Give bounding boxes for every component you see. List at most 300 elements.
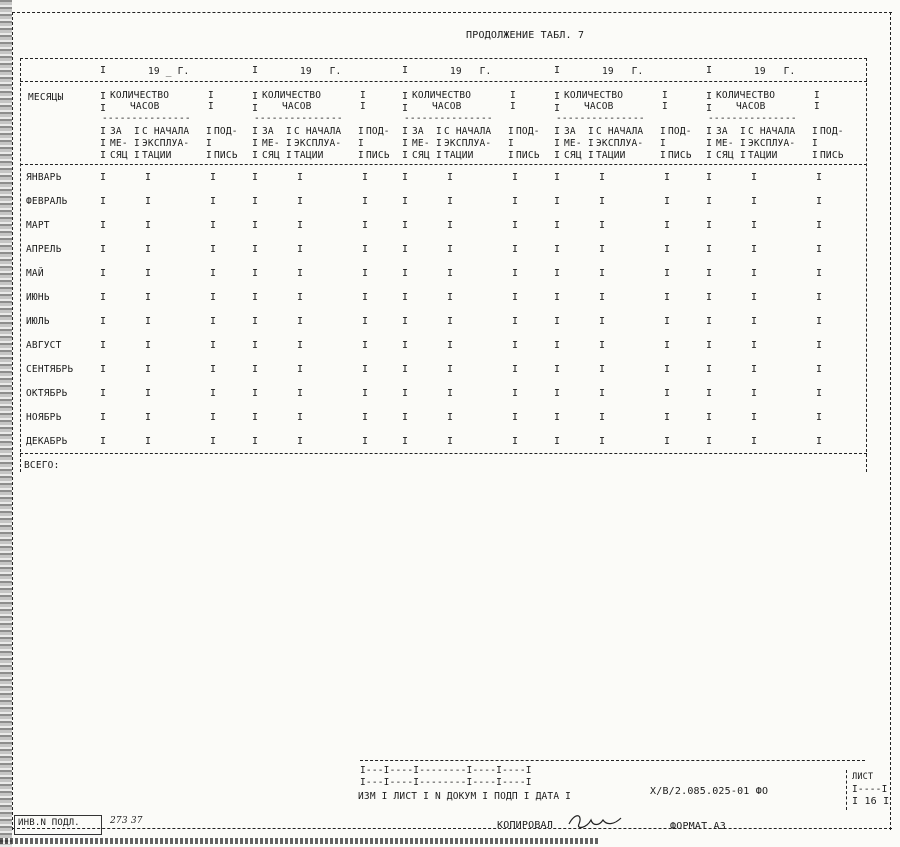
cell-separator: I	[664, 244, 671, 255]
cell-separator: I	[751, 364, 758, 375]
cell-separator: I	[512, 388, 519, 399]
month-label: ФЕВРАЛЬ	[26, 196, 68, 207]
scan-bottom-edge	[0, 838, 600, 844]
cell-separator: I	[512, 436, 519, 447]
cell-separator: I	[554, 412, 561, 423]
copied-label: КОПИРОВАЛ	[497, 820, 553, 831]
page-title: ПРОДОЛЖЕНИЕ ТАБЛ. 7	[466, 30, 585, 41]
sheet-number: I 16 I	[852, 796, 890, 807]
header-bottom-rule	[20, 164, 867, 165]
cell-separator: I	[512, 316, 519, 327]
cell-separator: I	[664, 436, 671, 447]
column-separator: I	[134, 150, 140, 161]
column-separator: I	[510, 101, 516, 112]
cell-separator: I	[402, 340, 409, 351]
subheader-col3: ПИСЬ	[214, 150, 238, 161]
subheader-col3: ПИСЬ	[366, 150, 390, 161]
cell-separator: I	[447, 196, 454, 207]
cell-separator: I	[252, 220, 259, 231]
cell-separator: I	[599, 244, 606, 255]
cell-separator: I	[252, 412, 259, 423]
hours-header: КОЛИЧЕСТВО	[716, 90, 776, 101]
subheader-col2: ТАЦИИ	[142, 150, 172, 161]
cell-separator: I	[297, 388, 304, 399]
column-separator: I	[360, 90, 366, 101]
column-separator: I	[508, 126, 514, 137]
cell-separator: I	[599, 268, 606, 279]
subheader-col3: ПИСЬ	[668, 150, 692, 161]
cell-separator: I	[816, 244, 823, 255]
cell-separator: I	[252, 316, 259, 327]
sheet-label: ЛИСТ	[852, 772, 874, 782]
column-separator: I	[286, 126, 292, 137]
subheader-col2: ТАЦИИ	[444, 150, 474, 161]
cell-separator: I	[297, 340, 304, 351]
column-separator: I	[436, 150, 442, 161]
cell-separator: I	[512, 268, 519, 279]
cell-separator: I	[402, 364, 409, 375]
stamp-grid-row: I---I----I--------I----I----I	[360, 765, 532, 776]
subheader-col1: ЗА	[716, 126, 728, 137]
cell-separator: I	[402, 268, 409, 279]
cell-separator: I	[816, 220, 823, 231]
cell-separator: I	[751, 388, 758, 399]
month-label: АВГУСТ	[26, 340, 62, 351]
cell-separator: I	[252, 244, 259, 255]
cell-separator: I	[706, 244, 713, 255]
subheader-col2: ТАЦИИ	[748, 150, 778, 161]
column-separator: I	[554, 91, 561, 102]
cell-separator: I	[664, 364, 671, 375]
column-separator: I	[812, 126, 818, 137]
subheader-col3: ПОД-	[214, 126, 238, 137]
subheader-rule: ---------------	[404, 113, 493, 124]
cell-separator: I	[706, 196, 713, 207]
cell-separator: I	[100, 340, 107, 351]
column-separator: I	[706, 65, 713, 76]
subheader-col2: С НАЧАЛА	[596, 126, 644, 137]
column-separator: I	[812, 138, 818, 149]
cell-separator: I	[751, 292, 758, 303]
stamp-top-rule	[360, 760, 865, 761]
cell-separator: I	[512, 364, 519, 375]
column-separator: I	[206, 150, 212, 161]
cell-separator: I	[402, 220, 409, 231]
cell-separator: I	[751, 412, 758, 423]
cell-separator: I	[447, 220, 454, 231]
cell-separator: I	[145, 172, 152, 183]
column-separator: I	[588, 138, 594, 149]
cell-separator: I	[297, 220, 304, 231]
column-separator: I	[402, 103, 409, 114]
year-row-rule	[20, 81, 867, 82]
cell-separator: I	[751, 172, 758, 183]
cell-separator: I	[297, 268, 304, 279]
cell-separator: I	[362, 244, 369, 255]
cell-separator: I	[210, 316, 217, 327]
cell-separator: I	[599, 364, 606, 375]
cell-separator: I	[252, 436, 259, 447]
cell-separator: I	[297, 196, 304, 207]
cell-separator: I	[297, 172, 304, 183]
column-separator: I	[134, 138, 140, 149]
column-separator: I	[402, 138, 409, 149]
column-separator: I	[206, 126, 212, 137]
subheader-rule: ---------------	[556, 113, 645, 124]
cell-separator: I	[362, 388, 369, 399]
cell-separator: I	[210, 364, 217, 375]
cell-separator: I	[447, 412, 454, 423]
column-separator: I	[206, 138, 212, 149]
cell-separator: I	[664, 220, 671, 231]
cell-separator: I	[100, 412, 107, 423]
cell-separator: I	[100, 388, 107, 399]
month-label: МАРТ	[26, 220, 50, 231]
cell-separator: I	[145, 316, 152, 327]
cell-separator: I	[554, 388, 561, 399]
cell-separator: I	[402, 388, 409, 399]
subheader-col2: ЭКСПЛУА-	[142, 138, 190, 149]
column-separator: I	[358, 126, 364, 137]
cell-separator: I	[145, 436, 152, 447]
cell-separator: I	[100, 196, 107, 207]
column-separator: I	[360, 101, 366, 112]
cell-separator: I	[447, 268, 454, 279]
cell-separator: I	[512, 220, 519, 231]
hours-header: ЧАСОВ	[736, 101, 766, 112]
cell-separator: I	[816, 196, 823, 207]
cell-separator: I	[145, 244, 152, 255]
year-label: 19 Г.	[450, 66, 492, 77]
cell-separator: I	[145, 268, 152, 279]
cell-separator: I	[362, 220, 369, 231]
cell-separator: I	[210, 268, 217, 279]
cell-separator: I	[362, 292, 369, 303]
month-label: ДЕКАБРЬ	[26, 436, 68, 447]
column-separator: I	[508, 138, 514, 149]
column-separator: I	[402, 91, 409, 102]
subheader-col1: МЕ-	[412, 138, 430, 149]
column-separator: I	[740, 150, 746, 161]
cell-separator: I	[664, 268, 671, 279]
month-label: МАЙ	[26, 268, 44, 279]
month-label: НОЯБРЬ	[26, 412, 62, 423]
cell-separator: I	[145, 388, 152, 399]
column-separator: I	[588, 126, 594, 137]
cell-separator: I	[210, 244, 217, 255]
cell-separator: I	[145, 292, 152, 303]
cell-separator: I	[706, 172, 713, 183]
cell-separator: I	[816, 340, 823, 351]
column-separator: I	[554, 138, 561, 149]
column-separator: I	[814, 90, 820, 101]
cell-separator: I	[512, 196, 519, 207]
column-separator: I	[402, 150, 409, 161]
cell-separator: I	[362, 412, 369, 423]
cell-separator: I	[297, 412, 304, 423]
column-separator: I	[706, 126, 713, 137]
column-separator: I	[252, 65, 259, 76]
frame-bottom	[12, 828, 892, 829]
subheader-col3: ПИСЬ	[820, 150, 844, 161]
subheader-col1: МЕ-	[262, 138, 280, 149]
document-number: Х/В/2.085.025-01 ФО	[650, 786, 769, 797]
cell-separator: I	[816, 388, 823, 399]
cell-separator: I	[554, 268, 561, 279]
cell-separator: I	[362, 364, 369, 375]
year-label: 19 Г.	[602, 66, 644, 77]
cell-separator: I	[252, 364, 259, 375]
hours-header: ЧАСОВ	[584, 101, 614, 112]
format-label: ФОРМАТ А3	[670, 821, 726, 832]
cell-separator: I	[362, 268, 369, 279]
cell-separator: I	[599, 412, 606, 423]
column-separator: I	[252, 91, 259, 102]
column-separator: I	[510, 90, 516, 101]
cell-separator: I	[402, 436, 409, 447]
column-separator: I	[100, 150, 107, 161]
frame-left	[12, 12, 13, 830]
cell-separator: I	[402, 412, 409, 423]
cell-separator: I	[751, 436, 758, 447]
cell-separator: I	[210, 172, 217, 183]
subheader-col1: ЗА	[412, 126, 424, 137]
table-left-rule	[20, 58, 21, 472]
cell-separator: I	[447, 436, 454, 447]
column-separator: I	[252, 103, 259, 114]
cell-separator: I	[145, 364, 152, 375]
hours-header: КОЛИЧЕСТВО	[412, 90, 472, 101]
stamp-grid-row: I---I----I--------I----I----I	[360, 777, 532, 788]
cell-separator: I	[706, 268, 713, 279]
column-separator: I	[588, 150, 594, 161]
cell-separator: I	[706, 220, 713, 231]
cell-separator: I	[599, 316, 606, 327]
subheader-col2: ТАЦИИ	[294, 150, 324, 161]
cell-separator: I	[751, 220, 758, 231]
column-separator: I	[100, 91, 107, 102]
cell-separator: I	[816, 436, 823, 447]
subheader-col3: ПОД-	[516, 126, 540, 137]
cell-separator: I	[100, 220, 107, 231]
year-label: 19 Г.	[300, 66, 342, 77]
cell-separator: I	[100, 172, 107, 183]
month-label: ИЮНЬ	[26, 292, 50, 303]
hours-header: КОЛИЧЕСТВО	[262, 90, 322, 101]
cell-separator: I	[252, 172, 259, 183]
cell-separator: I	[554, 436, 561, 447]
cell-separator: I	[447, 364, 454, 375]
cell-separator: I	[706, 316, 713, 327]
cell-separator: I	[816, 364, 823, 375]
cell-separator: I	[554, 364, 561, 375]
stamp-row-labels: ИЗМ I ЛИСТ I N ДОКУМ I ПОДП I ДАТА I	[358, 791, 572, 802]
column-separator: I	[402, 65, 409, 76]
subheader-col1: СЯЦ	[262, 150, 280, 161]
subheader-rule: ---------------	[708, 113, 797, 124]
column-separator: I	[706, 150, 713, 161]
subheader-rule: ---------------	[254, 113, 343, 124]
column-separator: I	[740, 126, 746, 137]
column-separator: I	[208, 101, 214, 112]
cell-separator: I	[252, 292, 259, 303]
column-separator: I	[252, 150, 259, 161]
month-label: ИЮЛЬ	[26, 316, 50, 327]
inventory-label: ИНВ.N ПОДЛ.	[18, 818, 80, 828]
cell-separator: I	[252, 196, 259, 207]
cell-separator: I	[751, 244, 758, 255]
cell-separator: I	[447, 316, 454, 327]
cell-separator: I	[554, 244, 561, 255]
cell-separator: I	[100, 268, 107, 279]
months-header: МЕСЯЦЫ	[28, 92, 64, 103]
cell-separator: I	[751, 268, 758, 279]
cell-separator: I	[599, 220, 606, 231]
subheader-col2: ЭКСПЛУА-	[748, 138, 796, 149]
cell-separator: I	[706, 364, 713, 375]
cell-separator: I	[664, 388, 671, 399]
subheader-col2: С НАЧАЛА	[748, 126, 796, 137]
cell-separator: I	[210, 292, 217, 303]
subheader-col2: С НАЧАЛА	[142, 126, 190, 137]
cell-separator: I	[706, 340, 713, 351]
cell-separator: I	[297, 316, 304, 327]
subheader-col1: МЕ-	[716, 138, 734, 149]
month-label: СЕНТЯБРЬ	[26, 364, 74, 375]
table-right-rule	[866, 58, 867, 472]
subheader-col1: СЯЦ	[564, 150, 582, 161]
copier-signature	[565, 810, 625, 832]
column-separator: I	[554, 126, 561, 137]
subheader-col1: МЕ-	[564, 138, 582, 149]
cell-separator: I	[297, 364, 304, 375]
cell-separator: I	[362, 196, 369, 207]
cell-separator: I	[402, 172, 409, 183]
column-separator: I	[662, 90, 668, 101]
cell-separator: I	[447, 244, 454, 255]
column-separator: I	[740, 138, 746, 149]
cell-separator: I	[706, 436, 713, 447]
cell-separator: I	[100, 436, 107, 447]
total-label: ВСЕГО:	[24, 460, 60, 471]
cell-separator: I	[447, 340, 454, 351]
subheader-col3: ПИСЬ	[516, 150, 540, 161]
cell-separator: I	[297, 244, 304, 255]
subheader-col3: ПОД-	[668, 126, 692, 137]
cell-separator: I	[512, 172, 519, 183]
cell-separator: I	[447, 388, 454, 399]
column-separator: I	[436, 126, 442, 137]
column-separator: I	[662, 101, 668, 112]
subheader-col3: ПОД-	[820, 126, 844, 137]
cell-separator: I	[751, 340, 758, 351]
cell-separator: I	[100, 316, 107, 327]
column-separator: I	[660, 150, 666, 161]
cell-separator: I	[145, 340, 152, 351]
year-label: 19 _ Г.	[148, 66, 190, 77]
hours-header: ЧАСОВ	[432, 101, 462, 112]
subheader-col1: СЯЦ	[716, 150, 734, 161]
subheader-rule: ---------------	[102, 113, 191, 124]
frame-right	[890, 12, 891, 830]
cell-separator: I	[100, 292, 107, 303]
cell-separator: I	[362, 316, 369, 327]
column-separator: I	[554, 150, 561, 161]
cell-separator: I	[664, 292, 671, 303]
cell-separator: I	[599, 196, 606, 207]
cell-separator: I	[816, 292, 823, 303]
subheader-col2: ЭКСПЛУА-	[444, 138, 492, 149]
cell-separator: I	[554, 172, 561, 183]
hours-header: ЧАСОВ	[130, 101, 160, 112]
cell-separator: I	[599, 340, 606, 351]
cell-separator: I	[554, 340, 561, 351]
cell-separator: I	[512, 292, 519, 303]
cell-separator: I	[252, 268, 259, 279]
subheader-col3: ПОД-	[366, 126, 390, 137]
subheader-col1: СЯЦ	[412, 150, 430, 161]
cell-separator: I	[210, 340, 217, 351]
cell-separator: I	[447, 172, 454, 183]
cell-separator: I	[210, 412, 217, 423]
cell-separator: I	[210, 388, 217, 399]
cell-separator: I	[145, 412, 152, 423]
cell-separator: I	[402, 244, 409, 255]
cell-separator: I	[362, 172, 369, 183]
subheader-col1: МЕ-	[110, 138, 128, 149]
column-separator: I	[286, 150, 292, 161]
column-separator: I	[706, 91, 713, 102]
cell-separator: I	[210, 220, 217, 231]
cell-separator: I	[100, 364, 107, 375]
cell-separator: I	[706, 412, 713, 423]
cell-separator: I	[599, 388, 606, 399]
subheader-col1: ЗА	[262, 126, 274, 137]
cell-separator: I	[402, 292, 409, 303]
column-separator: I	[134, 126, 140, 137]
subheader-col2: С НАЧАЛА	[294, 126, 342, 137]
column-separator: I	[286, 138, 292, 149]
sheet-rule: I----I	[852, 784, 888, 795]
sheet-divider	[846, 770, 847, 810]
table-top-rule	[20, 58, 867, 59]
column-separator: I	[100, 126, 107, 137]
cell-separator: I	[554, 220, 561, 231]
column-separator: I	[812, 150, 818, 161]
column-separator: I	[208, 90, 214, 101]
frame-top	[12, 12, 892, 13]
column-separator: I	[100, 65, 107, 76]
cell-separator: I	[599, 292, 606, 303]
cell-separator: I	[554, 292, 561, 303]
hours-header: ЧАСОВ	[282, 101, 312, 112]
year-label: 19 Г.	[754, 66, 796, 77]
cell-separator: I	[599, 172, 606, 183]
column-separator: I	[100, 138, 107, 149]
cell-separator: I	[512, 412, 519, 423]
subheader-col1: ЗА	[564, 126, 576, 137]
cell-separator: I	[362, 340, 369, 351]
cell-separator: I	[816, 172, 823, 183]
column-separator: I	[554, 65, 561, 76]
cell-separator: I	[100, 244, 107, 255]
cell-separator: I	[706, 292, 713, 303]
cell-separator: I	[402, 196, 409, 207]
cell-separator: I	[664, 172, 671, 183]
hours-header: КОЛИЧЕСТВО	[110, 90, 170, 101]
cell-separator: I	[297, 292, 304, 303]
cell-separator: I	[252, 340, 259, 351]
